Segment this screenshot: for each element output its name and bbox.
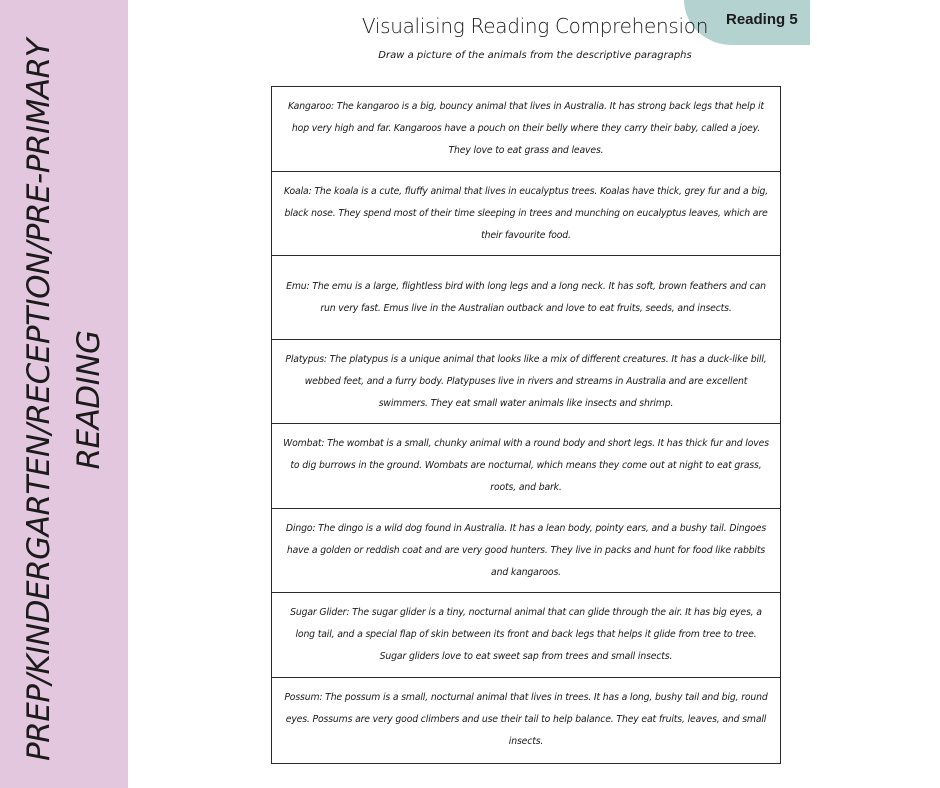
- paragraph-box-wombat: [272, 424, 780, 509]
- sidebar-band: [0, 0, 128, 788]
- paragraph-text: Koala: The koala is a cute, fluffy animal that lives in eucalyptus trees. Koalas have thick, grey fur and a big, black nose. They spend most of their time sleeping in trees and munching on eucalyptus leaves, which are their favourite food.: [283, 185, 769, 241]
- reading-tab-label: Reading 5: [726, 11, 798, 28]
- paragraph-box-emu: [272, 256, 780, 340]
- sidebar-level-text: PREP/KINDERGARTEN/RECEPTION/PRE-PRIMARY: [21, 38, 57, 762]
- paragraph-table: [271, 86, 781, 764]
- paragraph-text: Possum: The possum is a small, nocturnal animal that lives in trees. It has a long, bushy tail and big, round eyes. Possums are very good climbers and use their tail to help balance. They eat fruits, leaves, and small insects.: [284, 692, 768, 747]
- sidebar-label: [14, 39, 114, 761]
- sidebar-subject-text: READING: [71, 330, 107, 470]
- paragraph-box-platypus: [272, 340, 780, 424]
- paragraph-text: Kangaroo: The kangaroo is a big, bouncy animal that lives in Australia. It has strong back legs that help it hop very high and far. Kangaroos have a pouch on their belly where they carry their baby, called a joey. They love to eat grass and leaves.: [288, 101, 764, 156]
- paragraph-box-possum: [272, 678, 780, 762]
- paragraph-box-dingo: [272, 509, 780, 593]
- paragraph-text: Platypus: The platypus is a unique animal that looks like a mix of different creatures. It has a duck-like bill, webbed feet, and a furry body. Platypuses live in rivers and streams in Australia and are excellent swimmers. They eat small water animals like insects and shrimp.: [285, 353, 767, 409]
- page-subtitle: Draw a picture of the animals from the descriptive paragraphs: [378, 50, 692, 61]
- paragraph-box-sugar-glider: [272, 593, 780, 678]
- paragraph-text: Sugar Glider: The sugar glider is a tiny, nocturnal animal that can glide through the air. It has big eyes, a long tail, and a special flap of skin between its front and back legs that helps it glide from tree to tree. Sugar gliders love to eat sweet sap from trees and small insects.: [290, 607, 762, 662]
- paragraph-text: Dingo: The dingo is a wild dog found in Australia. It has a lean body, pointy ears, and a bushy tail. Dingoes have a golden or reddish coat and are very good hunters. They live in packs and hunt for food like rabbits and kangaroos.: [285, 522, 767, 578]
- paragraph-text: Wombat: The wombat is a small, chunky animal with a round body and short legs. It has thick fur and loves to dig burrows in the ground. Wombats are nocturnal, which means they come out at night to eat grass, roots, and bark.: [283, 438, 769, 493]
- paragraph-box-koala: [272, 172, 780, 256]
- paragraph-box-kangaroo: [272, 87, 780, 172]
- paragraph-text: Emu: The emu is a large, flightless bird with long legs and a long neck. It has soft, brown feathers and can run very fast. Emus live in the Australian outback and love to eat fruits, seeds, and insects.: [286, 280, 766, 314]
- page-title: Visualising Reading Comprehension: [361, 14, 709, 38]
